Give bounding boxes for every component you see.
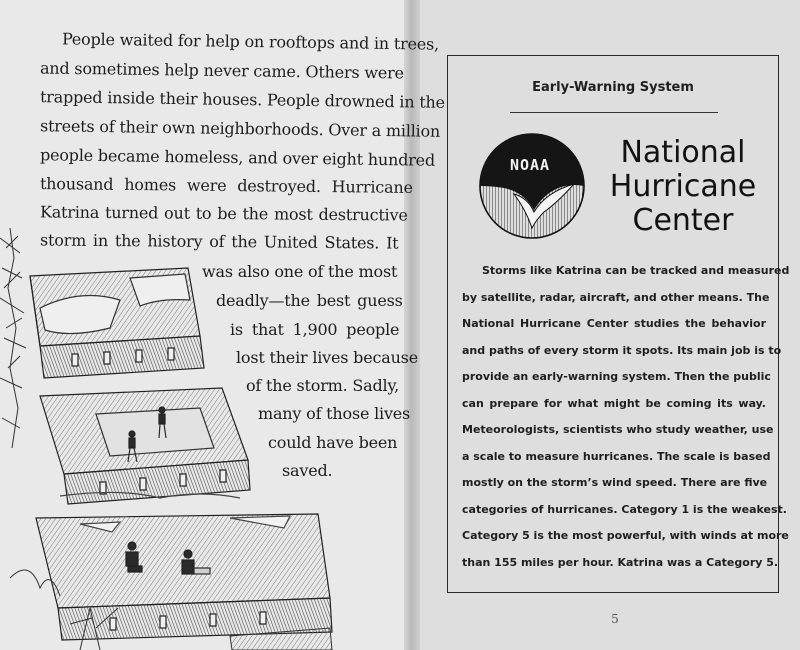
title-rule: [510, 112, 718, 113]
text-line: was also one of the most: [202, 262, 398, 281]
text-line: Katrina turned out to be the most destructive: [39, 202, 408, 225]
text-line: People waited for help on rooftops and in trees,: [61, 29, 440, 54]
text-line: of the storm. Sadly,: [246, 376, 400, 395]
body-line: mostly on the storm’s wind speed. There are five: [462, 476, 768, 489]
page-number: 5: [611, 612, 619, 626]
text-line: saved.: [282, 461, 333, 480]
text-line: deadly—the best guess: [216, 291, 403, 310]
flooded-houses-illustration: [0, 228, 412, 650]
body-line: by satellite, radar, aircraft, and other means. The: [462, 290, 770, 304]
body-line: a scale to measure hurricanes. The scale is based: [462, 449, 771, 463]
text-line: storm in the history of the United States. It: [39, 230, 399, 253]
body-line: National Hurricane Center studies the behavior: [462, 317, 766, 330]
text-line: people became homeless, and over eight hundred: [39, 145, 436, 170]
body-line: provide an early-warning system. Then the public: [462, 370, 771, 383]
text-line: many of those lives: [258, 404, 411, 423]
body-line: categories of hurricanes. Category 1 is the weakest.: [462, 502, 787, 516]
sidebar-title: Early-Warning System: [532, 80, 694, 95]
house-2: [40, 388, 250, 504]
text-line: lost their lives because: [236, 348, 418, 367]
sidebar-box: [447, 55, 790, 593]
svg-text:NOAA: NOAA: [509, 156, 551, 174]
body-line: and paths of every storm it spots. Its main job is to: [462, 343, 782, 357]
body-line: can prepare for what might be coming its way.: [462, 396, 766, 410]
house-1: [30, 268, 204, 378]
sidebar-body-text: [462, 258, 790, 576]
tree-icon: [0, 228, 26, 448]
body-line: Meteorologists, scientists who study weather, use: [462, 423, 774, 436]
text-line: could have been: [268, 433, 398, 452]
body-line: Category 5 is the most powerful, with winds at more: [462, 529, 789, 542]
text-line: streets of their own neighborhoods. Over a million: [39, 116, 441, 141]
body-line: Storms like Katrina can be tracked and measured: [482, 264, 790, 277]
text-line: trapped inside their houses. People drowned in the: [39, 87, 446, 112]
text-line: is that 1,900 people: [230, 320, 400, 339]
national-hurricane-center-heading: National Hurricane Center: [609, 135, 757, 238]
body-line: than 155 miles per hour. Katrina was a Category 5.: [462, 555, 779, 569]
noaa-logo-icon: [474, 130, 590, 242]
text-line: and sometimes help never came. Others were: [39, 58, 404, 83]
text-line: thousand homes were destroyed. Hurricane: [39, 174, 413, 197]
